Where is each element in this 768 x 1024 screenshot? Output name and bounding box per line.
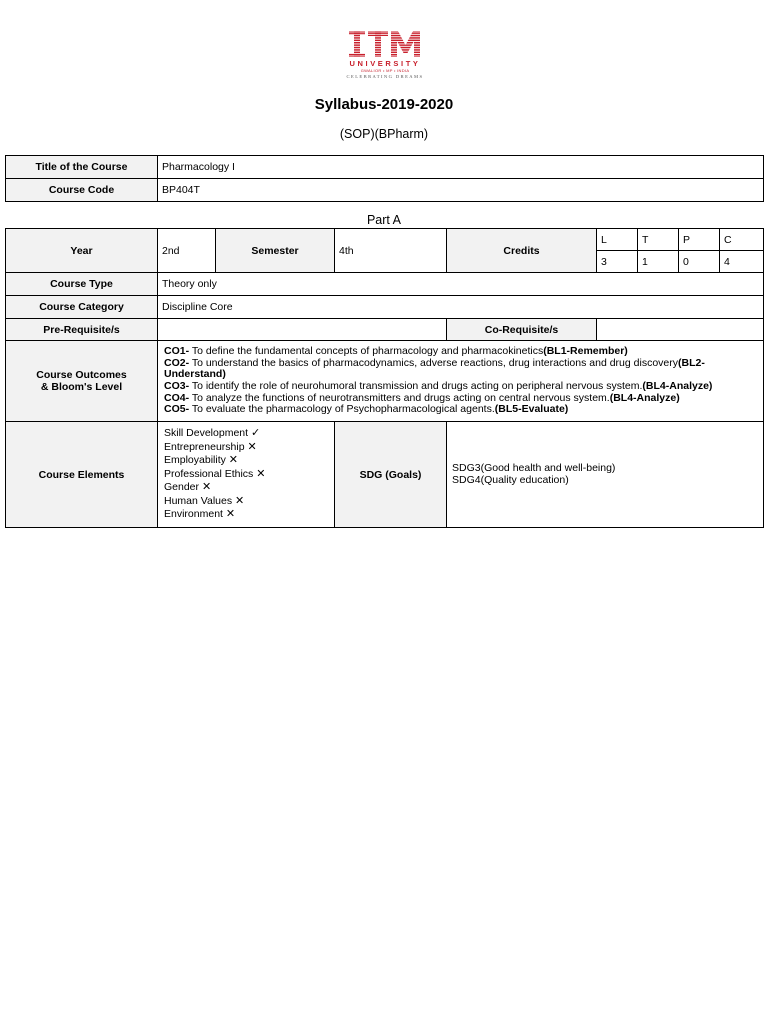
credit-header-p: P	[679, 229, 720, 251]
itm-university-logo	[335, 30, 435, 82]
corequisite-label: Co-Requisite/s	[447, 319, 597, 341]
cross-icon: ✕	[256, 467, 266, 480]
outcome-co2: CO2- To understand the basics of pharmacodynamics, adverse reactions, drug interactions and drug discovery(BL2-Understand)	[164, 356, 705, 381]
credits-label: Credits	[447, 229, 597, 273]
cross-icon: ✕	[201, 481, 212, 494]
course-title-row	[6, 156, 764, 179]
syllabus-title: Syllabus-2019-2020	[314, 96, 454, 113]
course-category-row	[6, 296, 764, 319]
credit-header-l: L	[597, 229, 638, 251]
corequisite-value	[597, 319, 764, 341]
logo-location-text: GWALIOR • MP • INDIA	[360, 68, 410, 73]
cross-icon: ✕	[228, 454, 238, 467]
prerequisite-label: Pre-Requisite/s	[6, 319, 158, 341]
year-row	[6, 229, 764, 251]
course-elements-list	[158, 422, 335, 528]
requisites-row	[6, 319, 764, 341]
outcome-co5: CO5- To evaluate the pharmacology of Psychopharmacological agents.(BL5-Evaluate)	[164, 403, 569, 416]
element-employability: Employability ✕	[164, 454, 238, 467]
course-outcomes-label-line2: & Bloom's Level	[40, 381, 123, 393]
sdg-goals-list	[447, 422, 764, 528]
program-subtitle: (SOP)(BPharm)	[339, 127, 429, 141]
course-code-row	[6, 179, 764, 202]
sdg-goals-label: SDG (Goals)	[335, 422, 447, 528]
credit-value-t: 1	[638, 251, 679, 273]
sdg-goal-4: SDG4(Quality education)	[452, 473, 569, 486]
course-outcomes-label-line1: Course Outcomes	[36, 369, 127, 381]
element-entrepreneurship: Entrepreneurship ✕	[164, 440, 257, 453]
part-a-heading: Part A	[366, 213, 402, 227]
outcome-co4: CO4- To analyze the functions of neurotransmitters and drugs acting on central nervous system.(BL4-Analyze)	[164, 391, 680, 404]
cross-icon: ✕	[247, 440, 257, 453]
check-icon: ✓	[250, 427, 261, 440]
cross-icon: ✕	[225, 508, 236, 521]
course-code-value: BP404T	[158, 179, 764, 202]
credit-header-t: T	[638, 229, 679, 251]
credit-value-c: 4	[720, 251, 764, 273]
course-type-row	[6, 273, 764, 296]
course-type-value: Theory only	[158, 273, 764, 296]
element-gender: Gender ✕	[164, 481, 212, 494]
part-a-table	[5, 228, 764, 528]
course-type-label: Course Type	[6, 273, 158, 296]
credit-header-c: C	[720, 229, 764, 251]
course-outcomes-row	[6, 341, 764, 422]
course-elements-label: Course Elements	[6, 422, 158, 528]
course-title-value: Pharmacology I	[158, 156, 764, 179]
outcome-co3: CO3- To identify the role of neurohumoral transmission and drugs acting on peripheral nervous system.(BL4-Analyze)	[164, 380, 713, 392]
outcome-co1: CO1- To define the fundamental concepts of pharmacology and pharmacokinetics(BL1-Remember)	[164, 345, 628, 358]
element-human-values: Human Values ✕	[164, 494, 245, 507]
logo-university-text: UNIVERSITY	[349, 59, 421, 68]
element-professional-ethics: Professional Ethics ✕	[164, 467, 266, 480]
year-label: Year	[6, 229, 158, 273]
cross-icon: ✕	[235, 494, 245, 507]
year-value: 2nd	[158, 229, 216, 273]
semester-label: Semester	[216, 229, 335, 273]
element-environment: Environment ✕	[164, 508, 236, 521]
course-outcomes-list	[158, 341, 764, 422]
course-elements-row	[6, 422, 764, 528]
prerequisite-value	[158, 319, 447, 341]
credit-value-l: 3	[597, 251, 638, 273]
logo-tagline: CELEBRATING DREAMS	[346, 74, 424, 79]
credit-value-p: 0	[679, 251, 720, 273]
sdg-goal-3: SDG3(Good health and well-being)	[452, 461, 616, 474]
course-code-label: Course Code	[6, 179, 158, 202]
itm-logo-mark	[347, 30, 423, 58]
course-category-value: Discipline Core	[158, 296, 764, 319]
semester-value: 4th	[335, 229, 447, 273]
course-outcomes-label	[6, 341, 158, 422]
course-title-label: Title of the Course	[6, 156, 158, 179]
course-info-table	[5, 155, 764, 202]
element-skill-development: Skill Development ✓	[164, 427, 261, 440]
course-category-label: Course Category	[6, 296, 158, 319]
